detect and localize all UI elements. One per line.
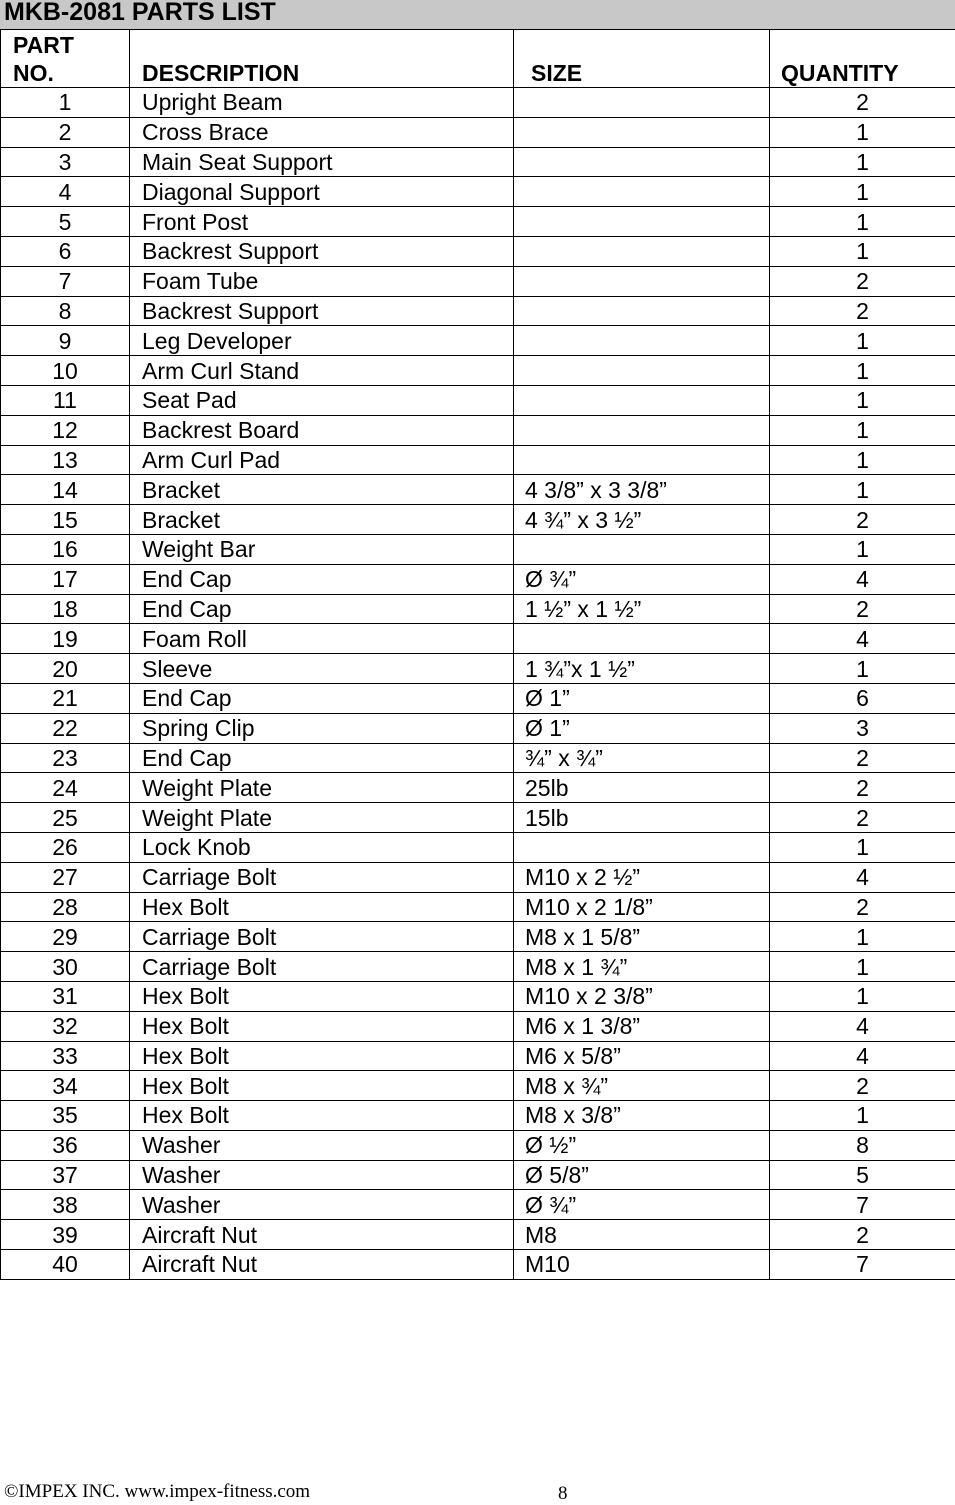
table-row [1, 1160, 955, 1190]
table-row [1, 713, 955, 743]
part-number-cell: 5 [1, 207, 130, 237]
description-cell: Foam Tube [130, 266, 514, 296]
header-part-no-line1: PART [13, 31, 129, 59]
quantity-cell: 2 [770, 1220, 955, 1250]
quantity-cell: 1 [770, 475, 955, 505]
size-cell [514, 147, 770, 177]
size-cell [514, 445, 770, 475]
size-cell [514, 88, 770, 118]
size-cell [514, 356, 770, 386]
description-cell: End Cap [130, 743, 514, 773]
table-row [1, 624, 955, 654]
table-row [1, 862, 955, 892]
table-row [1, 147, 955, 177]
description-cell: Leg Developer [130, 326, 514, 356]
table-row [1, 922, 955, 952]
table-row [1, 88, 955, 118]
header-size: SIZE [514, 30, 770, 88]
table-row [1, 1220, 955, 1250]
part-number-cell: 7 [1, 266, 130, 296]
size-cell [514, 624, 770, 654]
description-cell: Spring Clip [130, 713, 514, 743]
quantity-cell: 2 [770, 594, 955, 624]
description-cell: Carriage Bolt [130, 922, 514, 952]
size-cell [514, 415, 770, 445]
size-cell: Ø 5/8” [514, 1160, 770, 1190]
description-cell: Weight Plate [130, 773, 514, 803]
description-cell: Arm Curl Stand [130, 356, 514, 386]
quantity-cell: 2 [770, 743, 955, 773]
quantity-cell: 4 [770, 1011, 955, 1041]
description-cell: Lock Knob [130, 832, 514, 862]
table-row [1, 385, 955, 415]
part-number-cell: 22 [1, 713, 130, 743]
description-cell: Cross Brace [130, 117, 514, 147]
part-number-cell: 26 [1, 832, 130, 862]
quantity-cell: 1 [770, 207, 955, 237]
description-cell: Backrest Board [130, 415, 514, 445]
size-cell: Ø ¾” [514, 1190, 770, 1220]
size-cell: 4 ¾” x 3 ½” [514, 505, 770, 535]
quantity-cell: 4 [770, 564, 955, 594]
size-cell: ¾” x ¾” [514, 743, 770, 773]
quantity-cell: 2 [770, 296, 955, 326]
page-title: MKB-2081 PARTS LIST [4, 0, 276, 27]
part-number-cell: 18 [1, 594, 130, 624]
table-row [1, 892, 955, 922]
size-cell: 1 ¾”x 1 ½” [514, 654, 770, 684]
description-cell: Bracket [130, 505, 514, 535]
part-number-cell: 32 [1, 1011, 130, 1041]
part-number-cell: 19 [1, 624, 130, 654]
description-cell: End Cap [130, 594, 514, 624]
size-cell [514, 832, 770, 862]
table-row [1, 475, 955, 505]
quantity-cell: 1 [770, 177, 955, 207]
header-quantity: QUANTITY [770, 30, 955, 88]
quantity-cell: 4 [770, 1041, 955, 1071]
size-cell: M10 x 2 ½” [514, 862, 770, 892]
size-cell [514, 177, 770, 207]
part-number-cell: 37 [1, 1160, 130, 1190]
quantity-cell: 1 [770, 356, 955, 386]
size-cell: Ø 1” [514, 713, 770, 743]
description-cell: Sleeve [130, 654, 514, 684]
part-number-cell: 29 [1, 922, 130, 952]
size-cell: M8 x 3/8” [514, 1101, 770, 1131]
table-row [1, 117, 955, 147]
description-cell: Washer [130, 1160, 514, 1190]
part-number-cell: 15 [1, 505, 130, 535]
table-row [1, 1071, 955, 1101]
quantity-cell: 1 [770, 981, 955, 1011]
table-row [1, 445, 955, 475]
table-row [1, 594, 955, 624]
table-row [1, 326, 955, 356]
table-row [1, 505, 955, 535]
header-part-no [1, 30, 130, 88]
table-row [1, 743, 955, 773]
part-number-cell: 6 [1, 236, 130, 266]
description-cell: Carriage Bolt [130, 952, 514, 982]
table-row [1, 356, 955, 386]
quantity-cell: 1 [770, 832, 955, 862]
part-number-cell: 21 [1, 683, 130, 713]
size-cell: 4 3/8” x 3 3/8” [514, 475, 770, 505]
size-cell [514, 296, 770, 326]
part-number-cell: 11 [1, 385, 130, 415]
title-bar [0, 0, 955, 29]
quantity-cell: 1 [770, 117, 955, 147]
description-cell: Hex Bolt [130, 1071, 514, 1101]
part-number-cell: 34 [1, 1071, 130, 1101]
table-row [1, 1250, 955, 1280]
size-cell [514, 534, 770, 564]
table-row [1, 1041, 955, 1071]
size-cell: Ø 1” [514, 683, 770, 713]
table-row [1, 177, 955, 207]
description-cell: Backrest Support [130, 296, 514, 326]
part-number-cell: 40 [1, 1250, 130, 1280]
description-cell: Washer [130, 1190, 514, 1220]
footer-page-number: 8 [558, 1483, 568, 1505]
quantity-cell: 1 [770, 534, 955, 564]
part-number-cell: 27 [1, 862, 130, 892]
table-row [1, 981, 955, 1011]
quantity-cell: 2 [770, 266, 955, 296]
description-cell: Bracket [130, 475, 514, 505]
table-row [1, 683, 955, 713]
header-description: DESCRIPTION [130, 30, 514, 88]
table-row [1, 1101, 955, 1131]
quantity-cell: 1 [770, 236, 955, 266]
description-cell: Backrest Support [130, 236, 514, 266]
quantity-cell: 2 [770, 505, 955, 535]
quantity-cell: 1 [770, 326, 955, 356]
description-cell: Hex Bolt [130, 1041, 514, 1071]
description-cell: Hex Bolt [130, 1101, 514, 1131]
size-cell [514, 236, 770, 266]
description-cell: Hex Bolt [130, 1011, 514, 1041]
part-number-cell: 17 [1, 564, 130, 594]
quantity-cell: 2 [770, 773, 955, 803]
part-number-cell: 38 [1, 1190, 130, 1220]
description-cell: Arm Curl Pad [130, 445, 514, 475]
part-number-cell: 9 [1, 326, 130, 356]
quantity-cell: 5 [770, 1160, 955, 1190]
part-number-cell: 4 [1, 177, 130, 207]
part-number-cell: 20 [1, 654, 130, 684]
quantity-cell: 1 [770, 654, 955, 684]
size-cell: M10 x 2 3/8” [514, 981, 770, 1011]
part-number-cell: 16 [1, 534, 130, 564]
size-cell [514, 117, 770, 147]
part-number-cell: 31 [1, 981, 130, 1011]
quantity-cell: 8 [770, 1130, 955, 1160]
table-row [1, 1011, 955, 1041]
description-cell: Weight Bar [130, 534, 514, 564]
size-cell: M8 x 1 5/8” [514, 922, 770, 952]
table-row [1, 207, 955, 237]
table-row [1, 803, 955, 833]
description-cell: Foam Roll [130, 624, 514, 654]
table-header-row [1, 30, 955, 88]
part-number-cell: 35 [1, 1101, 130, 1131]
part-number-cell: 3 [1, 147, 130, 177]
size-cell [514, 385, 770, 415]
table-row [1, 1190, 955, 1220]
description-cell: Hex Bolt [130, 892, 514, 922]
description-cell: Upright Beam [130, 88, 514, 118]
part-number-cell: 25 [1, 803, 130, 833]
size-cell: M8 x ¾” [514, 1071, 770, 1101]
quantity-cell: 6 [770, 683, 955, 713]
part-number-cell: 24 [1, 773, 130, 803]
quantity-cell: 2 [770, 892, 955, 922]
size-cell: M10 [514, 1250, 770, 1280]
description-cell: End Cap [130, 683, 514, 713]
size-cell: M8 [514, 1220, 770, 1250]
table-row [1, 534, 955, 564]
part-number-cell: 23 [1, 743, 130, 773]
description-cell: Hex Bolt [130, 981, 514, 1011]
part-number-cell: 36 [1, 1130, 130, 1160]
size-cell: M6 x 1 3/8” [514, 1011, 770, 1041]
description-cell: Front Post [130, 207, 514, 237]
footer-copyright: ©IMPEX INC. www.impex-fitness.com [4, 1481, 310, 1503]
description-cell: Aircraft Nut [130, 1220, 514, 1250]
part-number-cell: 12 [1, 415, 130, 445]
description-cell: Seat Pad [130, 385, 514, 415]
quantity-cell: 1 [770, 385, 955, 415]
quantity-cell: 1 [770, 415, 955, 445]
part-number-cell: 2 [1, 117, 130, 147]
part-number-cell: 8 [1, 296, 130, 326]
quantity-cell: 1 [770, 952, 955, 982]
description-cell: Weight Plate [130, 803, 514, 833]
size-cell [514, 326, 770, 356]
quantity-cell: 7 [770, 1250, 955, 1280]
quantity-cell: 1 [770, 147, 955, 177]
size-cell: M10 x 2 1/8” [514, 892, 770, 922]
quantity-cell: 2 [770, 803, 955, 833]
size-cell [514, 266, 770, 296]
size-cell: M6 x 5/8” [514, 1041, 770, 1071]
quantity-cell: 1 [770, 445, 955, 475]
table-row [1, 952, 955, 982]
size-cell: Ø ¾” [514, 564, 770, 594]
table-row [1, 773, 955, 803]
table-row [1, 266, 955, 296]
table-row [1, 296, 955, 326]
table-row [1, 832, 955, 862]
size-cell: 25lb [514, 773, 770, 803]
size-cell: 15lb [514, 803, 770, 833]
table-row [1, 564, 955, 594]
part-number-cell: 14 [1, 475, 130, 505]
part-number-cell: 30 [1, 952, 130, 982]
part-number-cell: 10 [1, 356, 130, 386]
part-number-cell: 39 [1, 1220, 130, 1250]
part-number-cell: 1 [1, 88, 130, 118]
quantity-cell: 4 [770, 624, 955, 654]
description-cell: Carriage Bolt [130, 862, 514, 892]
parts-table-body [1, 88, 955, 1280]
part-number-cell: 28 [1, 892, 130, 922]
size-cell: M8 x 1 ¾” [514, 952, 770, 982]
table-row [1, 415, 955, 445]
description-cell: Main Seat Support [130, 147, 514, 177]
quantity-cell: 2 [770, 1071, 955, 1101]
table-row [1, 654, 955, 684]
quantity-cell: 1 [770, 922, 955, 952]
part-number-cell: 13 [1, 445, 130, 475]
table-row [1, 236, 955, 266]
part-number-cell: 33 [1, 1041, 130, 1071]
description-cell: Washer [130, 1130, 514, 1160]
parts-table [0, 29, 955, 1280]
table-row [1, 1130, 955, 1160]
quantity-cell: 4 [770, 862, 955, 892]
size-cell [514, 207, 770, 237]
size-cell: 1 ½” x 1 ½” [514, 594, 770, 624]
quantity-cell: 3 [770, 713, 955, 743]
description-cell: Diagonal Support [130, 177, 514, 207]
size-cell: Ø ½” [514, 1130, 770, 1160]
quantity-cell: 2 [770, 88, 955, 118]
description-cell: Aircraft Nut [130, 1250, 514, 1280]
header-part-no-line2: NO. [13, 59, 129, 87]
description-cell: End Cap [130, 564, 514, 594]
quantity-cell: 1 [770, 1101, 955, 1131]
quantity-cell: 7 [770, 1190, 955, 1220]
